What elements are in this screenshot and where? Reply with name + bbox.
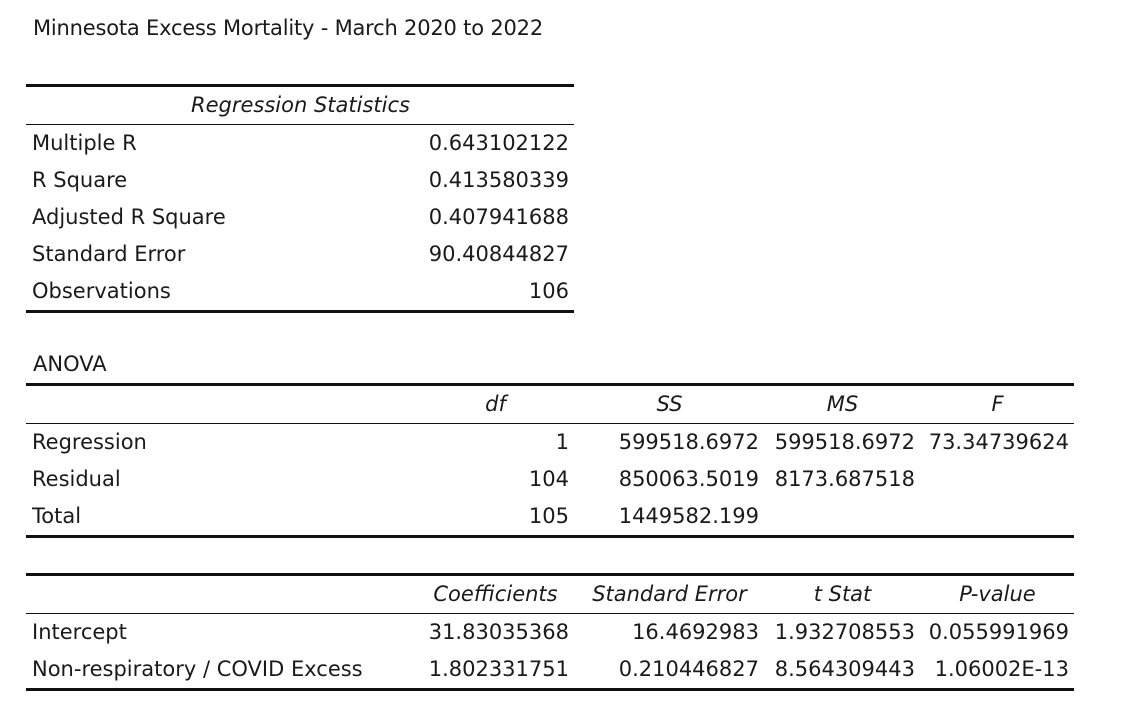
stat-label: Adjusted R Square — [32, 205, 226, 229]
anova-cell-f: 73.34739624 — [928, 430, 1069, 454]
table-row — [26, 125, 574, 163]
coef-cell-t-stat: 8.564309443 — [764, 651, 920, 690]
coef-row-label: Non-respiratory / COVID Excess — [26, 651, 416, 690]
anova-cell-ss: 850063.5019 — [618, 467, 759, 491]
anova-cell-df: 1 — [555, 430, 569, 454]
anova-header-ss: SS — [574, 385, 764, 424]
anova-row-label: Regression — [32, 430, 147, 454]
table-row — [26, 162, 574, 199]
table-row — [26, 461, 1074, 498]
table-row — [26, 424, 1074, 462]
coef-cell-p-value: 1.06002E-13 — [920, 651, 1074, 690]
coef-cell-coefficient: 1.802331751 — [416, 651, 574, 690]
coef-row-label: Intercept — [32, 620, 127, 644]
coef-cell-p-value: 0.055991969 — [928, 620, 1069, 644]
anova-title: ANOVA — [33, 352, 107, 376]
stat-label: Observations — [26, 273, 416, 312]
coef-header-p-value: P-value — [920, 575, 1074, 614]
anova-row-label: Residual — [32, 467, 121, 491]
coefficients-header-row — [26, 575, 1074, 614]
stat-value: 90.40844827 — [428, 242, 570, 266]
anova-header-f: F — [920, 385, 1074, 424]
stat-label: R Square — [32, 168, 128, 192]
anova-header-row — [26, 385, 1074, 424]
anova-cell-f — [920, 461, 1074, 498]
coef-cell-standard-error: 16.4692983 — [632, 620, 759, 644]
anova-row-label: Total — [26, 498, 416, 537]
table-row — [26, 651, 1074, 690]
stat-value: 0.643102122 — [428, 131, 570, 155]
anova-table — [26, 383, 1074, 538]
table-row — [26, 498, 1074, 537]
stat-value: 0.407941688 — [428, 205, 570, 229]
anova-header-blank — [26, 385, 416, 424]
table-row — [26, 236, 574, 273]
stat-value: 106 — [416, 273, 574, 312]
table-row — [26, 199, 574, 236]
coef-cell-t-stat: 1.932708553 — [774, 620, 915, 644]
coef-header-t-stat: t Stat — [764, 575, 920, 614]
anova-cell-ms: 8173.687518 — [774, 467, 915, 491]
coefficients-table — [26, 573, 1074, 691]
table-row — [26, 273, 574, 312]
anova-cell-df: 105 — [416, 498, 574, 537]
anova-cell-ms: 599518.6972 — [774, 430, 915, 454]
regression-statistics-table — [26, 84, 574, 313]
coef-header-standard-error: Standard Error — [574, 575, 764, 614]
stat-value: 0.413580339 — [428, 168, 570, 192]
anova-cell-ms — [764, 498, 920, 537]
regression-statistics-header: Regression Statistics — [26, 86, 574, 125]
coef-cell-standard-error: 0.210446827 — [574, 651, 764, 690]
anova-cell-f — [920, 498, 1074, 537]
coef-header-blank — [26, 575, 416, 614]
anova-cell-df: 104 — [528, 467, 569, 491]
coef-cell-coefficient: 31.83035368 — [428, 620, 569, 644]
anova-header-df: df — [416, 385, 574, 424]
stat-label: Standard Error — [32, 242, 186, 266]
page-title: Minnesota Excess Mortality - March 2020 to 2022 — [33, 16, 543, 40]
anova-cell-ss: 1449582.199 — [574, 498, 764, 537]
regression-statistics-header-row — [26, 86, 574, 125]
table-row — [26, 614, 1074, 652]
anova-header-ms: MS — [764, 385, 920, 424]
anova-cell-ss: 599518.6972 — [618, 430, 759, 454]
coef-header-coefficients: Coefficients — [416, 575, 574, 614]
stat-label: Multiple R — [32, 131, 137, 155]
